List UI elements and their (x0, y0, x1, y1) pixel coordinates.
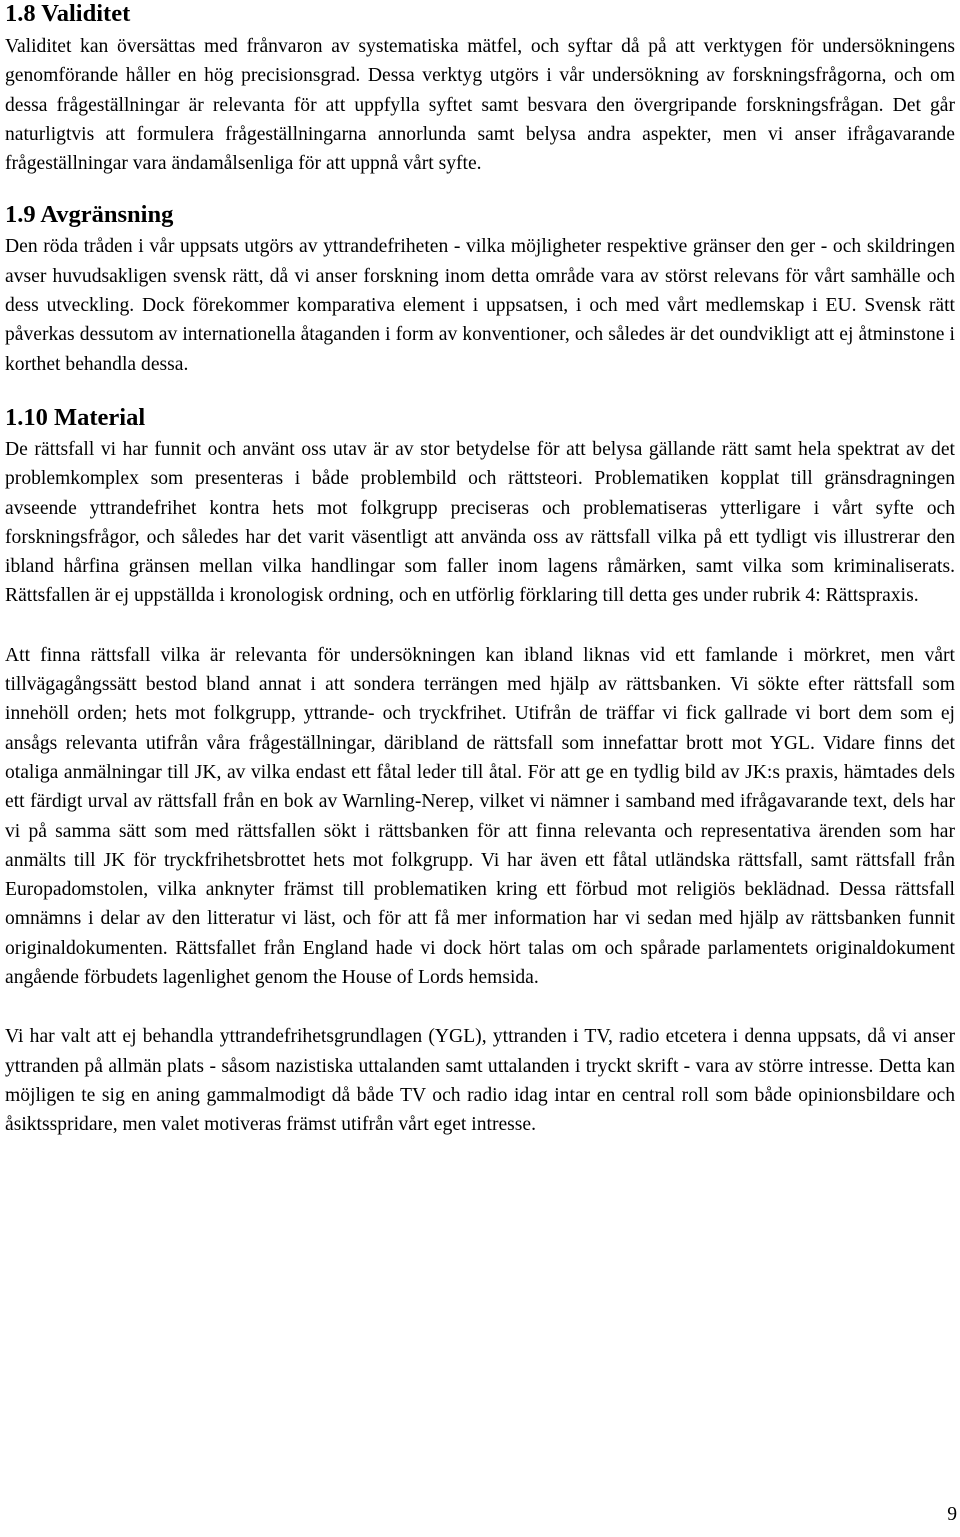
paragraph-material-3: Vi har valt att ej behandla yttrandefrihetsgrundlagen (YGL), yttranden i TV, radio etcetera i denna uppsats, då vi anser yttranden på allmän plats - såsom nazistiska uttalanden samt uttalanden i tryckt skrift - vara av större intresse. Detta kan möjligen te sig en aning gammalmodigt då både TV och radio idag intar en central roll som både opinionsbildare och åsiktsspridare, men valet motiveras främst utifrån vårt eget intresse. (5, 1026, 955, 1136)
paragraph-material-1: De rättsfall vi har funnit och använt oss utav är av stor betydelse för att belysa gällande rätt samt hela spektrat av det problemkomplex som presenteras i både problembild och rättsteori. Problematiken kopplat till gränsdragningen avseende yttrandefrihet kontra hets mot folkgrupp preciseras och problematiseras ytterligare i vårt syfte och forskningsfrågor, och således har det varit väsentligt att använda oss av rättsfall vilka på ett tydligt vis illustrerar den ibland hårfina gränsen mellan vilka handlingar som faller inom lagens råmärken, samt vilka som kriminaliserats. Rättsfallen är ej uppställda i kronologisk ordning, och en utförlig förklaring till detta ges under rubrik 4: Rättspraxis. (5, 438, 955, 607)
paragraph-material-2: Att finna rättsfall vilka är relevanta för undersökningen kan ibland liknas vid ett famlande i mörkret, men vårt tillvägagångssätt bestod bland annat i att sondera terrängen med hjälp av rättsbanken. Vi sökte efter rättsfall som innehöll orden; hets mot folkgrupp, yttrande- och tryckfrihet. Utifrån de träffar vi fick gallrade vi bort dem som ej ansågs relevanta utifrån våra frågeställningar, däribland de rättsfall som innefattar brott mot YGL. Vidare finns det otaliga anmälningar till JK, av vilka endast ett fåtal leder till åtal. För att ge en tydlig bild av JK:s praxis, hämtades dels ett färdigt urval av rättsfall från en bok av Warnling-Nerep, vilket vi nämner i samband med ifrågavarande text, dels har vi på samma sätt som med rättsfallen sökt i rättsbanken för att finna relevanta och representativa ärenden som har anmälts till JK för tryckfrihetsbrottet hets mot folkgrupp. Vi har även ett fåtal utländska rättsfall, samt rättsfall från Europadomstolen, vilka anknyter främst till problematiken kring ett förbud mot religiös beklädnad. Dessa rättsfall omnämns i delar av den litteratur vi läst, och för att få mer information har vi sedan med hjälp av rättsbanken funnit originaldokumenten. Rättsfallet från England hade vi dock hört talas om och spårade parlamentets originaldokument angående förbudets lagenlighet genom the House of Lords hemsida. (5, 644, 955, 989)
section-heading-material: 1.10 Material (5, 403, 146, 431)
page-number: 9 (947, 1504, 957, 1525)
document-page (5, 0, 955, 1140)
section-heading-validitet: 1.8 Validitet (5, 0, 131, 27)
paragraph-validitet: Validitet kan översättas med frånvaron av systematiska mätfel, och syftar då på att verktygen för undersökningens genomförande håller en hög precisionsgrad. Dessa verktyg utgörs i vår undersökning av forskningsfrågorna, och om dessa frågeställningar är relevanta för att uppfylla syftet samt besvara den övergripande forskningsfrågan. Det går naturligtvis att formulera frågeställningarna annorlunda samt belysa andra aspekter, men vi anser ifrågavarande frågeställningar vara ändamålsenliga för att uppnå vårt syfte. (5, 36, 955, 175)
section-heading-avgransning: 1.9 Avgränsning (5, 201, 174, 229)
paragraph-avgransning: Den röda tråden i vår uppsats utgörs av yttrandefriheten - vilka möjligheter respektive gränser den ger - och skildringen avser huvudsakligen svensk rätt, då vi anser forskning inom detta område vara av störst relevans för vårt samhälle och dess utveckling. Dock förekommer komparativa element i uppsatsen, i och med vårt medlemskap i EU. Svensk rätt påverkas dessutom av internationella åtaganden i form av konventioner, och således är det oundvikligt att ej åtminstone i korthet behandla dessa. (5, 236, 955, 375)
